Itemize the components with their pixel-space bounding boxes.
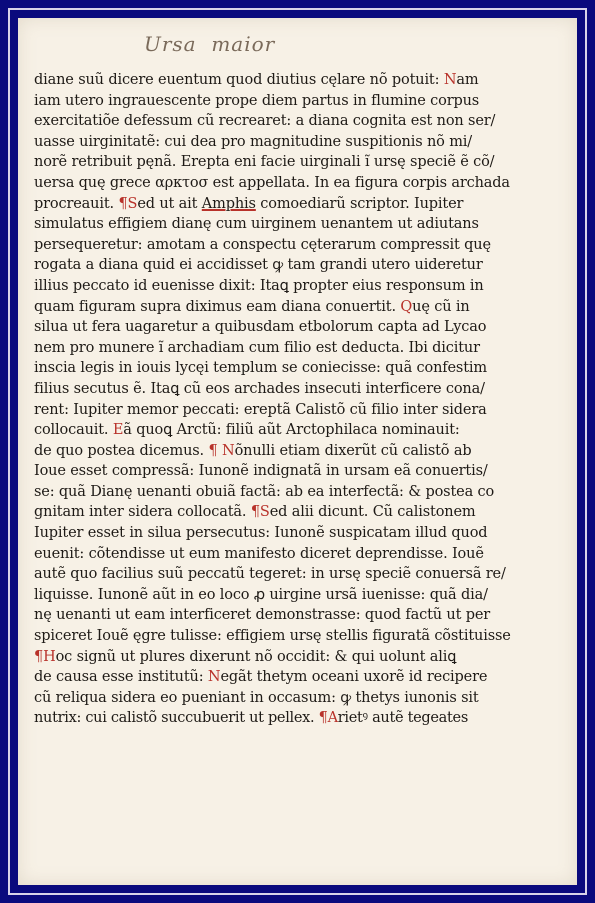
text-segment: euenit: cõtendisse ut eum manifesto diceret deprendisse. Iouẽ (34, 545, 484, 562)
text-segment: comoediarũ scriptor. Iupiter (255, 195, 464, 212)
rubricated-initial: H (43, 648, 56, 665)
text-line (34, 255, 562, 276)
text-segment: illius peccato id euenisse dixit: Itaꝗ propter eius responsum in (34, 277, 484, 294)
text-line (34, 605, 562, 626)
text-line (34, 276, 562, 297)
text-segment: oc signũ ut plures dixerunt nõ occidit: & qui uolunt aliꝗ (55, 648, 457, 665)
text-segment: ed ut ait (137, 195, 202, 212)
text-segment: egãt thetym oceani uxorẽ id recipere (220, 669, 488, 686)
rubricated-initial: N (222, 442, 235, 459)
text-line (34, 194, 562, 215)
text-line (34, 132, 562, 153)
text-segment: ã quoꝗ Arctũ: filiũ aũt Arctophilaca nominauit: (123, 422, 460, 439)
text-line (34, 152, 562, 173)
text-line (34, 173, 562, 194)
text-line (34, 523, 562, 544)
text-line (34, 297, 562, 318)
text-line (34, 461, 562, 482)
text-segment: ed alii dicunt. Cũ calistonem (269, 504, 476, 521)
text-block (34, 70, 562, 729)
text-line (34, 91, 562, 112)
text-segment: nę uenanti ut eam interficeret demonstrasse: quod factũ ut per (34, 607, 491, 624)
text-segment: silua ut fera uagaretur a quibusdam etbolorum capta ad Lycao (34, 319, 487, 336)
text-segment: filius secutus ẽ. Itaꝗ cũ eos archades insecuti interficere cona/ (34, 380, 485, 397)
text-segment: rogata a diana quid ei accidisset ꝙ tam grandi utero uideretur (34, 257, 483, 274)
text-segment: uersa quę grece αρκτοσ est appellata. In ea figura corpis archada (34, 174, 510, 191)
text-segment: õnulli etiam dixerũt cũ calistõ ab (234, 442, 472, 459)
text-line (34, 317, 562, 338)
text-segment: nem pro munere ĩ archadiam cum filio est deducta. Ibi dicitur (34, 339, 480, 356)
text-line (34, 214, 562, 235)
text-segment: diane suũ dicere euentum quod diutius cęlare nõ potuit: (34, 72, 444, 88)
text-segment: autẽ quo facilius suũ peccatũ tegeret: in ursę speciẽ conuersã re/ (34, 566, 506, 583)
text-line (34, 626, 562, 647)
text-segment: nutrix: cui calistõ succubuerit ut pellex. (34, 710, 319, 727)
paragraph-mark: ¶ (208, 442, 218, 459)
paragraph-mark: ¶ (318, 710, 328, 727)
text-segment: rietꝰ autẽ tegeates (337, 710, 468, 727)
text-segment: inscia legis in iouis lycęi templum se coniecisse: quã confestim (34, 360, 487, 377)
text-segment: gnitam inter sidera collocatã. (34, 504, 251, 521)
text-segment: se: quã Dianę uenanti obuiã factã: ab ea interfectã: & postea co (34, 483, 495, 500)
text-segment: Ioue esset compressã: Iunonẽ indignatã in ursam eã conuertis/ (34, 463, 488, 480)
text-segment: uasse uirginitatẽ: cui dea pro magnitudine suspitionis nõ mi/ (34, 133, 473, 150)
text-segment: persequeretur: amotam a conspectu cęterarum compressit quę (34, 236, 491, 253)
text-segment: spiceret Iouẽ ęgre tulisse: effigiem ursę stellis figuratã cõstituisse (34, 628, 511, 645)
text-segment: Iupiter esset in silua persecutus: Iunonẽ suspicatam illud quod (34, 525, 488, 542)
text-line (34, 502, 562, 523)
text-line (34, 420, 562, 441)
text-line (34, 647, 562, 668)
text-segment: am (456, 72, 479, 88)
text-segment: quam figuram supra diximus eam diana conuertit. (34, 298, 401, 315)
page-heading: Ursa maior (144, 32, 276, 56)
paragraph-mark: ¶ (250, 504, 260, 521)
text-segment: simulatus effigiem dianę cum uirginem uenantem ut adiutans (34, 216, 479, 233)
text-line (34, 70, 562, 91)
text-segment: uę cũ in (412, 298, 470, 315)
paragraph-mark: ¶ (118, 195, 128, 212)
text-line (34, 544, 562, 565)
text-segment: liquisse. Iunonẽ aũt in eo loco ꝓ uirgine ursã iuenisse: quã dia/ (34, 586, 488, 603)
text-line (34, 482, 562, 503)
text-line (34, 358, 562, 379)
text-segment: collocauit. (34, 422, 113, 439)
text-line (34, 688, 562, 709)
text-line (34, 564, 562, 585)
text-segment: procreauit. (34, 195, 119, 212)
text-segment: norẽ retribuit pęnã. Erepta eni facie uirginali ĩ ursę speciẽ ẽ cõ/ (34, 154, 495, 171)
text-segment: rent: Iupiter memor peccati: ereptã Calistõ cũ filio inter sidera (34, 401, 487, 418)
text-line (34, 667, 562, 688)
text-line (34, 111, 562, 132)
rubricated-initial: S (259, 504, 270, 521)
text-line (34, 441, 562, 462)
underlined-name: Amphis (201, 195, 256, 212)
text-line (34, 708, 562, 729)
text-segment: de quo postea dicemus. (34, 442, 209, 459)
text-segment: exercitatiõe defessum cũ recrearet: a diana cognita est non ser/ (34, 113, 496, 130)
text-segment: cũ reliqua sidera eo pueniant in occasum: ꝙ thetys iunonis sit (34, 689, 479, 706)
rubricated-initial: E (112, 422, 124, 439)
text-line (34, 338, 562, 359)
rubricated-initial: N (207, 669, 221, 686)
text-segment: de causa esse institutũ: (34, 669, 208, 686)
rubricated-initial: N (443, 72, 457, 88)
text-line (34, 585, 562, 606)
text-line (34, 379, 562, 400)
rubricated-initial: A (327, 710, 338, 727)
paragraph-mark: ¶ (34, 648, 44, 665)
rubricated-initial: Q (400, 298, 413, 315)
rubricated-initial: S (127, 195, 138, 212)
manuscript-page (18, 18, 577, 885)
text-segment: iam utero ingrauescente prope diem partus in flumine corpus (34, 92, 480, 109)
text-line (34, 400, 562, 421)
text-line (34, 235, 562, 256)
